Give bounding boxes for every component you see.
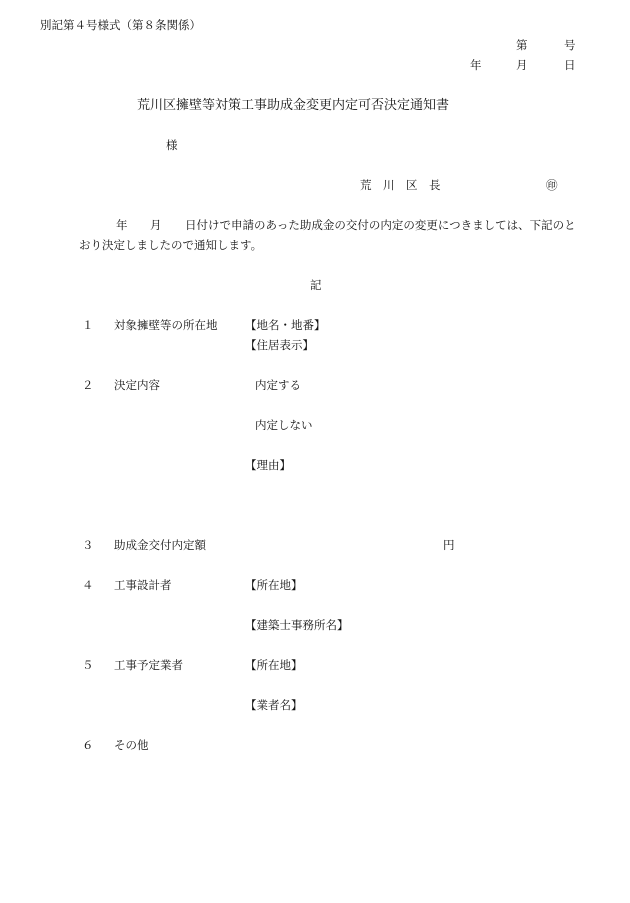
document-title: 荒川区擁壁等対策工事助成金変更内定可否決定通知書	[137, 98, 450, 113]
intro-line1: 日付けで申請のあった助成金の交付の内定の変更につきましては、下記のと	[185, 218, 576, 232]
addressee-suffix: 様	[166, 138, 178, 152]
item-3-unit: 円	[443, 538, 455, 552]
item-2-option-1: 内定する	[255, 378, 301, 392]
number-dai: 第	[516, 38, 528, 52]
item-5-num: ５	[82, 658, 94, 672]
item-2-option-2: 内定しない	[255, 418, 313, 432]
item-1-field-1: 【地名・地番】	[245, 318, 326, 332]
issuer-name: 荒 川 区 長	[360, 178, 441, 192]
item-6-num: ６	[82, 738, 94, 752]
ki-heading: 記	[310, 278, 322, 292]
item-1-label: 対象擁壁等の所在地	[114, 318, 218, 332]
item-3-label: 助成金交付内定額	[114, 538, 206, 552]
date-month: 月	[516, 58, 528, 72]
date-year: 年	[470, 58, 482, 72]
item-4-field-2: 【建築士事務所名】	[245, 618, 349, 632]
item-3-num: ３	[82, 538, 94, 552]
number-go: 号	[564, 38, 576, 52]
item-5-label: 工事予定業者	[114, 658, 183, 672]
form-label: 別記第４号様式（第８条関係）	[40, 18, 201, 32]
item-2-num: ２	[82, 378, 94, 392]
item-4-field-1: 【所在地】	[245, 578, 303, 592]
item-2-label: 決定内容	[114, 378, 160, 392]
item-1-field-2: 【住居表示】	[245, 338, 314, 352]
item-5-field-1: 【所在地】	[245, 658, 303, 672]
seal-mark: ㊞	[546, 178, 558, 192]
item-4-label: 工事設計者	[114, 578, 172, 592]
intro-month: 月	[150, 218, 162, 232]
item-2-reason: 【理由】	[245, 458, 291, 472]
item-6-label: その他	[114, 738, 149, 752]
intro-year: 年	[116, 218, 128, 232]
intro-line2: おり決定しましたので通知します。	[79, 238, 263, 252]
item-1-num: １	[82, 318, 94, 332]
item-4-num: ４	[82, 578, 94, 592]
date-day: 日	[564, 58, 576, 72]
item-5-field-2: 【業者名】	[245, 698, 303, 712]
